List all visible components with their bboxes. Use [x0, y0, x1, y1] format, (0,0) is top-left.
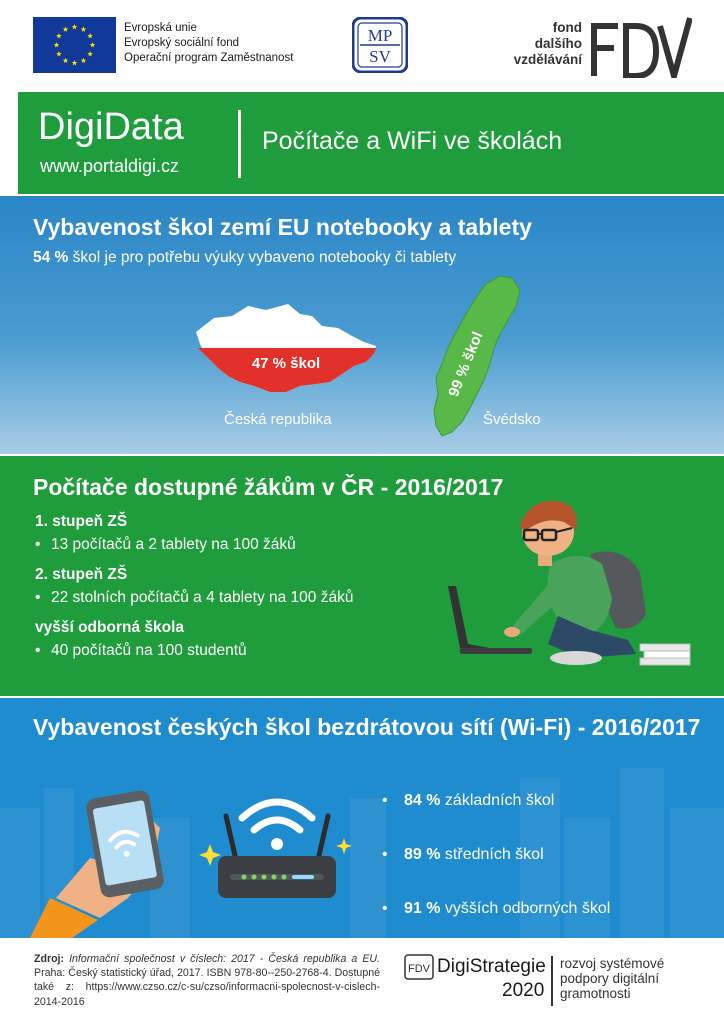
section-wifi — [0, 698, 724, 938]
czech-percent-label: 47 % škol — [251, 355, 321, 372]
bullet: • — [382, 900, 388, 917]
section-heading: Vybavenost škol zemí EU notebooky a tablety — [33, 214, 532, 240]
source-lead: Zdroj: — [34, 953, 65, 965]
digistrategie-logo — [404, 954, 434, 980]
fdv-logo — [588, 16, 692, 78]
student-laptop-icon — [440, 494, 710, 674]
wifi-item-text: vyšších odborných škol — [440, 900, 611, 917]
footer-divider — [551, 956, 553, 1006]
bullet: • — [382, 792, 388, 809]
brand-url[interactable]: www.portaldigi.cz — [40, 156, 180, 176]
stage-title: vyšší odborná škola — [35, 619, 185, 636]
section-heading: Vybavenost českých škol bezdrátovou sítí (Wi-Fi) - 2016/2017 — [33, 714, 701, 740]
stage-item — [35, 589, 353, 607]
stage-title: 1. stupeň ZŠ — [35, 513, 128, 530]
country-name: Švédsko — [483, 411, 541, 428]
eu-star — [81, 58, 87, 63]
eu-star — [63, 58, 69, 63]
page-title: Počítače a WiFi ve školách — [262, 127, 563, 155]
eu-text — [124, 21, 293, 66]
eu-line: Operační program Zaměstnanost — [124, 52, 294, 64]
wifi-item-text: základních škol — [440, 792, 555, 809]
wifi-item — [382, 900, 610, 918]
bullet: • — [35, 589, 41, 606]
title-band — [18, 92, 724, 194]
footer — [0, 940, 724, 1024]
fdv-word: vzdělávání — [513, 52, 582, 67]
bullet: • — [35, 536, 41, 553]
maps-illustration — [0, 196, 724, 454]
section-computers-cr — [0, 456, 724, 696]
eu-star — [72, 24, 78, 29]
czech-map — [196, 304, 376, 392]
source-title: Informační společnost v číslech: 2017 - Česká republika a EU. — [69, 953, 380, 965]
router-icon — [218, 816, 336, 898]
mpsv-logo — [352, 17, 408, 73]
eu-star — [90, 42, 96, 47]
wifi-devices-illustration — [0, 698, 380, 938]
wifi-item-text: středních škol — [440, 846, 544, 863]
subtitle-text: škol je pro potřebu výuky vybaveno notebooky či tablety — [68, 249, 457, 266]
country-name: Česká republika — [224, 411, 332, 428]
stage-item — [35, 536, 296, 554]
title-divider — [238, 110, 241, 178]
wifi-item-value: 89 % — [404, 846, 441, 863]
eu-star — [81, 26, 87, 31]
eu-star — [56, 33, 62, 38]
fdv-words — [484, 20, 582, 68]
eu-star — [87, 51, 93, 56]
digistrategie-name: DigiStrategie — [437, 956, 546, 977]
digistrategie-year: 2020 — [502, 980, 545, 1001]
eu-star — [72, 60, 78, 65]
brand-name: DigiData — [38, 106, 184, 148]
subtitle-value: 54 % — [33, 249, 69, 266]
eu-star — [63, 26, 69, 31]
tagline-line: podpory digitální — [560, 971, 660, 986]
stage-item-text: 13 počítačů a 2 tablety na 100 žáků — [51, 536, 296, 553]
wifi-item — [382, 792, 554, 810]
tagline-line: rozvoj systémové — [560, 956, 665, 971]
svg-text:MP: MP — [367, 26, 393, 45]
eu-stars-icon — [33, 17, 116, 73]
svg-text:FDV: FDV — [408, 963, 430, 975]
logo-bar — [0, 0, 724, 92]
wifi-icon — [242, 802, 312, 830]
stage-item-text: 22 stolních počítačů a 4 tablety na 100 žáků — [51, 589, 354, 606]
wifi-item-value: 84 % — [404, 792, 441, 809]
bullet: • — [35, 642, 41, 659]
wifi-item — [382, 846, 544, 864]
eu-star — [54, 42, 60, 47]
eu-line: Evropská unie — [124, 22, 197, 34]
sweden-percent-label: 99 % škol — [445, 329, 487, 400]
stage-item-text: 40 počítačů na 100 studentů — [51, 642, 247, 659]
eu-star — [87, 33, 93, 38]
wifi-item-value: 91 % — [404, 900, 441, 917]
stage-title: 2. stupeň ZŠ — [35, 566, 128, 583]
fdv-word: dalšího — [534, 36, 582, 51]
stage-item — [35, 642, 247, 660]
section-heading: Počítače dostupné žákům v ČR - 2016/2017 — [33, 474, 504, 500]
source-rest[interactable]: Praha: Český statistický úřad, 2017. ISBN 978-80--250-2768-4. Dostupné také z: https://www.czso.cz/c-su/czso/informacni-spolecnost-v-cislech-2014-2016 — [34, 967, 380, 1008]
section-eu-notebooks — [0, 196, 724, 454]
tagline-line: gramotnosti — [560, 986, 631, 1001]
digistrategie-tagline — [560, 956, 664, 1001]
source-citation — [34, 952, 380, 1009]
eu-flag-logo — [33, 17, 116, 73]
eu-star — [56, 51, 62, 56]
bullet: • — [382, 846, 388, 863]
fdv-word: fond — [552, 20, 582, 35]
eu-line: Evropský sociální fond — [124, 37, 240, 49]
svg-text:SV: SV — [369, 47, 391, 66]
